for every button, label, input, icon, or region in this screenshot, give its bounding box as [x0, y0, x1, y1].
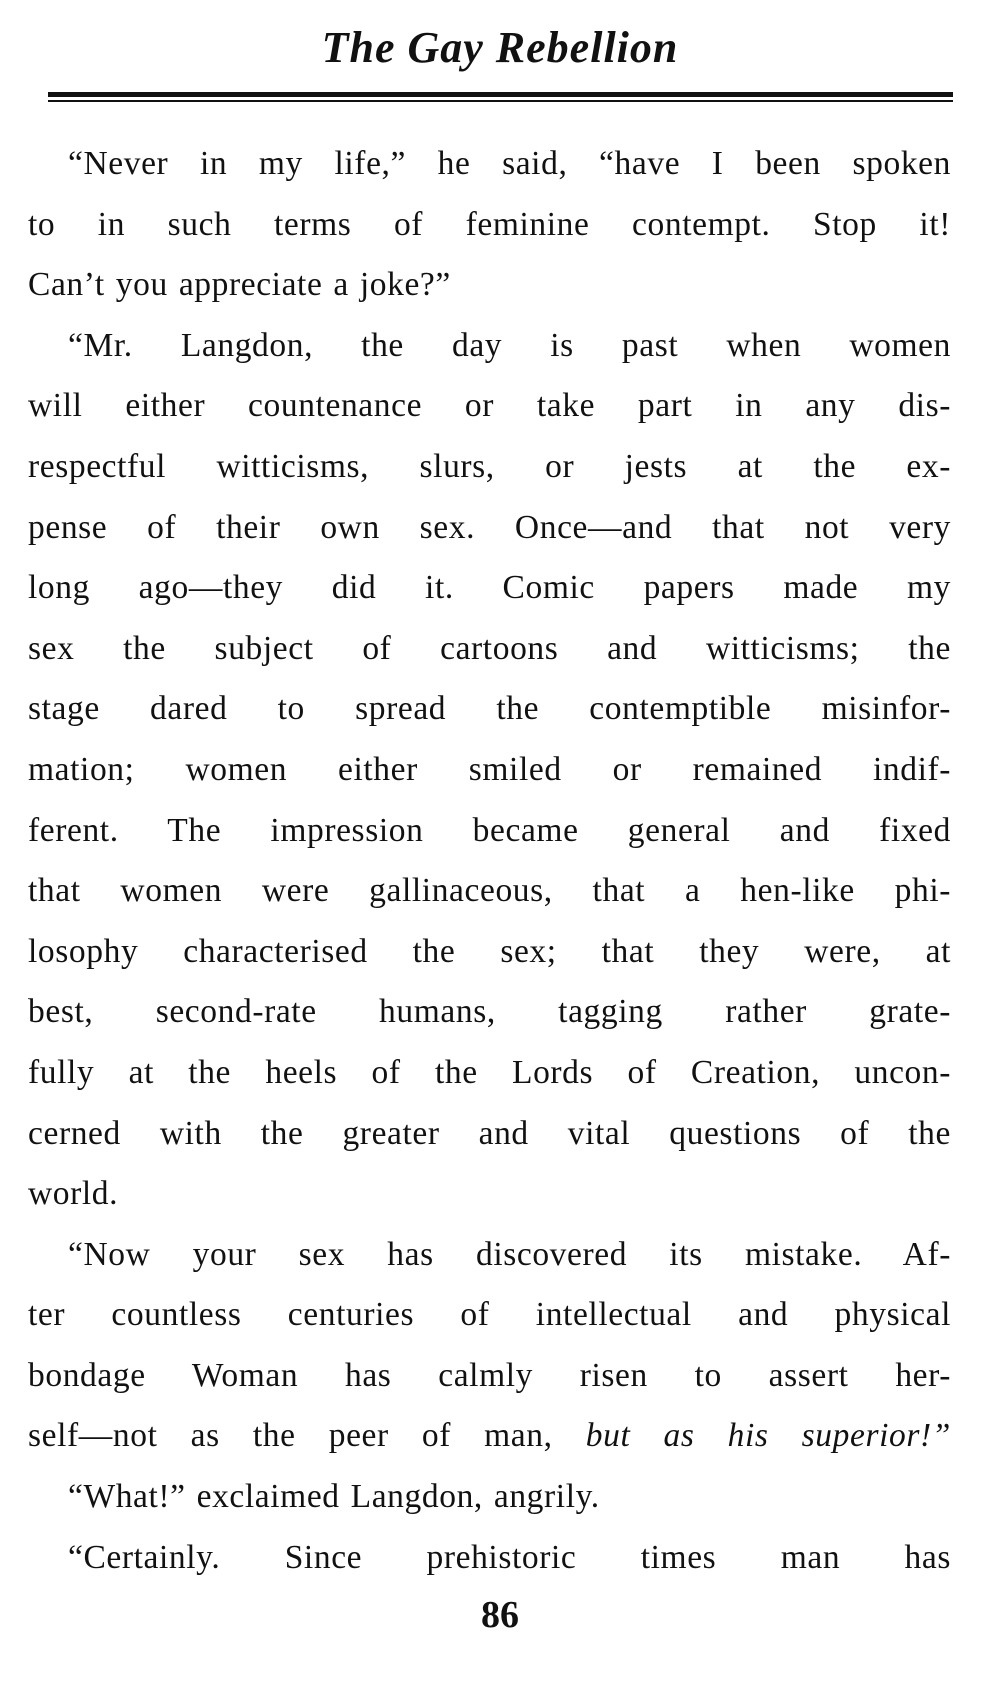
text-line: “Certainly. Since prehistoric times man has	[68, 1538, 951, 1576]
text-line: cerned with the greater and vital questions of the	[28, 1114, 951, 1152]
text-line: long ago—they did it. Comic papers made my	[28, 569, 951, 607]
text-line: ferent. The impression became general and fixed	[28, 811, 951, 849]
text-line: pense of their own sex. Once—and that not very	[28, 508, 951, 546]
text-line: respectful witticisms, slurs, or jests at the ex-	[28, 447, 951, 485]
body-text	[28, 134, 951, 1588]
text-line: stage dared to spread the contemptible misinfor-	[28, 690, 951, 728]
text-line: will either countenance or take part in any dis-	[28, 387, 951, 425]
text-line: “Mr. Langdon, the day is past when women	[68, 326, 951, 364]
text-line: best, second-rate humans, tagging rather grate-	[28, 993, 951, 1031]
text-line: losophy characterised the sex; that they were, at	[28, 932, 951, 970]
header-rule-thin	[48, 100, 953, 102]
text-line: ter countless centuries of intellectual and physical	[28, 1296, 951, 1334]
header-rule-thick	[48, 92, 953, 97]
text-segment: self—not as the peer of man,	[28, 1417, 553, 1455]
text-line: “What!” exclaimed Langdon, angrily.	[68, 1478, 600, 1516]
running-head: The Gay Rebellion	[321, 23, 679, 72]
text-line: bondage Woman has calmly risen to assert her-	[28, 1356, 951, 1394]
text-line: fully at the heels of the Lords of Creation, uncon-	[28, 1053, 951, 1091]
text-line: that women were gallinaceous, that a hen-like phi-	[28, 872, 951, 910]
text-line-mixed	[28, 1406, 951, 1467]
text-line: Can’t you appreciate a joke?”	[28, 266, 451, 304]
text-line: “Now your sex has discovered its mistake. Af-	[68, 1235, 951, 1273]
page-number: 86	[481, 1594, 519, 1636]
text-line: “Never in my life,” he said, “have I been spoken	[68, 145, 951, 182]
text-line: mation; women either smiled or remained indif-	[28, 750, 951, 788]
text-line: sex the subject of cartoons and witticisms; the	[28, 629, 951, 667]
text-line: to in such terms of feminine contempt. Stop it!	[28, 205, 951, 243]
text-line: world.	[28, 1175, 119, 1213]
italic-emphasis: but as his superior!”	[585, 1417, 951, 1455]
